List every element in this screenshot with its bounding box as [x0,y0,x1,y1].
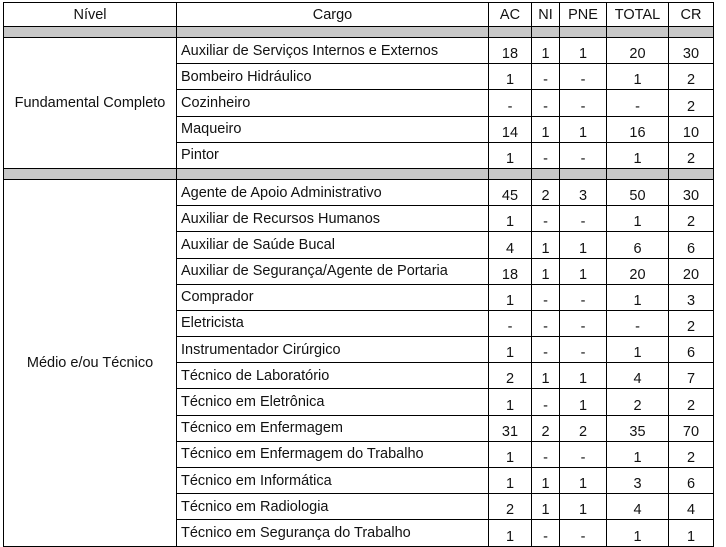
cr-cell: 20 [669,258,714,284]
separator-cell [532,168,560,179]
separator-cell [4,27,177,38]
separator-cell [607,27,669,38]
pne-cell: - [560,206,607,232]
cr-cell: 30 [669,179,714,205]
separator-cell [489,27,532,38]
total-cell: 20 [607,38,669,64]
ac-cell: 18 [489,38,532,64]
header-total: TOTAL [607,3,669,27]
cargo-cell: Pintor [177,142,489,168]
separator-cell [4,168,177,179]
header-ni: NI [532,3,560,27]
total-cell: 1 [607,142,669,168]
cargo-cell: Maqueiro [177,116,489,142]
ac-cell: 2 [489,363,532,389]
separator-cell [560,27,607,38]
pne-cell: 1 [560,468,607,494]
cargo-cell: Comprador [177,284,489,310]
cargo-cell: Auxiliar de Recursos Humanos [177,206,489,232]
ac-cell: 2 [489,494,532,520]
total-cell: 4 [607,494,669,520]
ac-cell: 1 [489,284,532,310]
ac-cell: 1 [489,206,532,232]
ac-cell: - [489,90,532,116]
ac-cell: 1 [489,142,532,168]
header-cargo: Cargo [177,3,489,27]
separator-cell [607,168,669,179]
total-cell: 16 [607,116,669,142]
cr-cell: 30 [669,38,714,64]
cr-cell: 2 [669,310,714,336]
header-pne: PNE [560,3,607,27]
cr-cell: 2 [669,389,714,415]
ni-cell: - [532,389,560,415]
cargo-cell: Técnico em Segurança do Trabalho [177,520,489,546]
pne-cell: - [560,337,607,363]
pne-cell: 1 [560,38,607,64]
pne-cell: 1 [560,494,607,520]
cargo-cell: Auxiliar de Serviços Internos e Externos [177,38,489,64]
ni-cell: - [532,206,560,232]
ac-cell: 31 [489,415,532,441]
table-row [4,179,714,205]
cr-cell: 6 [669,468,714,494]
cargo-cell: Técnico em Radiologia [177,494,489,520]
ac-cell: 1 [489,389,532,415]
ni-cell: 1 [532,494,560,520]
ni-cell: - [532,284,560,310]
cr-cell: 2 [669,90,714,116]
ni-cell: 1 [532,38,560,64]
total-cell: 2 [607,389,669,415]
ni-cell: - [532,142,560,168]
total-cell: 1 [607,441,669,467]
ni-cell: 2 [532,415,560,441]
nivel-cell: Fundamental Completo [4,38,177,169]
total-cell: 6 [607,232,669,258]
pne-cell: - [560,64,607,90]
cargo-cell: Eletricista [177,310,489,336]
pne-cell: - [560,284,607,310]
cargo-cell: Técnico em Enfermagem [177,415,489,441]
cargo-cell: Instrumentador Cirúrgico [177,337,489,363]
cargo-cell: Técnico em Informática [177,468,489,494]
ac-cell: 45 [489,179,532,205]
cr-cell: 2 [669,64,714,90]
total-cell: 1 [607,64,669,90]
total-cell: 3 [607,468,669,494]
separator-cell [489,168,532,179]
ni-cell: - [532,310,560,336]
ac-cell: 1 [489,520,532,546]
pne-cell: 3 [560,179,607,205]
pne-cell: 1 [560,116,607,142]
header-ac: AC [489,3,532,27]
total-cell: 50 [607,179,669,205]
cr-cell: 2 [669,441,714,467]
cargo-cell: Cozinheiro [177,90,489,116]
total-cell: - [607,310,669,336]
pne-cell: 1 [560,363,607,389]
cr-cell: 7 [669,363,714,389]
cargo-cell: Auxiliar de Segurança/Agente de Portaria [177,258,489,284]
ni-cell: 1 [532,116,560,142]
ni-cell: - [532,441,560,467]
total-cell: 1 [607,337,669,363]
separator-cell [177,27,489,38]
ni-cell: 1 [532,258,560,284]
separator-cell [669,168,714,179]
cr-cell: 10 [669,116,714,142]
group-separator [4,27,714,38]
ni-cell: 2 [532,179,560,205]
ni-cell: 1 [532,232,560,258]
table-row [4,38,714,64]
pne-cell: - [560,520,607,546]
separator-cell [532,27,560,38]
cargo-cell: Agente de Apoio Administrativo [177,179,489,205]
cr-cell: 1 [669,520,714,546]
header-row [4,3,714,27]
separator-cell [177,168,489,179]
pne-cell: 1 [560,389,607,415]
total-cell: 35 [607,415,669,441]
ac-cell: 1 [489,337,532,363]
table-body [4,27,714,547]
pne-cell: - [560,441,607,467]
cr-cell: 3 [669,284,714,310]
group-separator [4,168,714,179]
ni-cell: - [532,337,560,363]
ac-cell: 14 [489,116,532,142]
vacancies-table [3,2,714,547]
nivel-cell: Médio e/ou Técnico [4,179,177,546]
pne-cell: 2 [560,415,607,441]
ni-cell: - [532,90,560,116]
ac-cell: 1 [489,64,532,90]
cargo-cell: Técnico em Eletrônica [177,389,489,415]
ni-cell: 1 [532,363,560,389]
header-nivel: Nível [4,3,177,27]
ac-cell: - [489,310,532,336]
pne-cell: - [560,90,607,116]
ni-cell: - [532,520,560,546]
ac-cell: 18 [489,258,532,284]
cr-cell: 2 [669,206,714,232]
total-cell: 1 [607,284,669,310]
cr-cell: 6 [669,232,714,258]
cr-cell: 70 [669,415,714,441]
total-cell: 1 [607,520,669,546]
ac-cell: 4 [489,232,532,258]
cargo-cell: Bombeiro Hidráulico [177,64,489,90]
ac-cell: 1 [489,441,532,467]
separator-cell [669,27,714,38]
cargo-cell: Técnico em Enfermagem do Trabalho [177,441,489,467]
pne-cell: 1 [560,232,607,258]
pne-cell: - [560,142,607,168]
cr-cell: 2 [669,142,714,168]
cr-cell: 4 [669,494,714,520]
cargo-cell: Técnico de Laboratório [177,363,489,389]
total-cell: 1 [607,206,669,232]
cr-cell: 6 [669,337,714,363]
ac-cell: 1 [489,468,532,494]
separator-cell [560,168,607,179]
ni-cell: - [532,64,560,90]
cargo-cell: Auxiliar de Saúde Bucal [177,232,489,258]
header-cr: CR [669,3,714,27]
total-cell: 4 [607,363,669,389]
total-cell: 20 [607,258,669,284]
ni-cell: 1 [532,468,560,494]
pne-cell: 1 [560,258,607,284]
total-cell: - [607,90,669,116]
pne-cell: - [560,310,607,336]
